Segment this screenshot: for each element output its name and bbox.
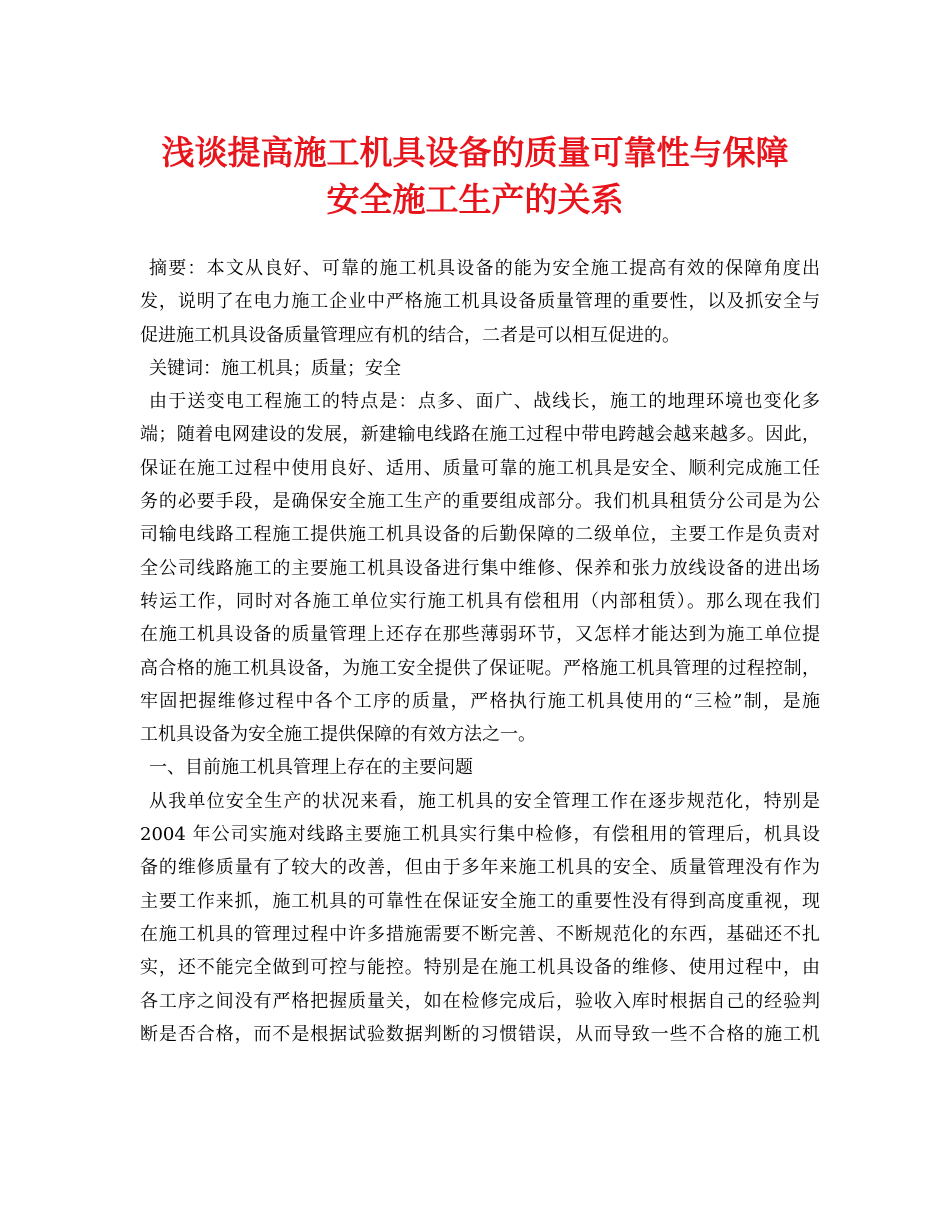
paragraph-line: 各工序之间没有严格把握质量关，如在检修完成后，验收入库时根据自己的经验判 [140,990,820,1012]
paragraph-line: 高合格的施工机具设备，为施工安全提供了保证呢。严格施工机具管理的过程控制， [140,657,820,679]
paragraph-line: 司输电线路工程施工提供施工机具设备的后勤保障的二级单位，主要工作是负责对 [140,524,820,546]
paragraph-line: 2004 年公司实施对线路主要施工机具实行集中检修，有偿租用的管理后，机具设 [140,824,820,846]
keywords-line: 关键词：施工机具；质量；安全 [149,357,401,379]
paragraph-line: 主要工作来抓，施工机具的可靠性在保证安全施工的重要性没有得到高度重视，现 [140,890,820,912]
document-title-line-1: 浅谈提高施工机具设备的质量可靠性与保障 [161,133,789,172]
paragraph-line: 在施工机具设备的质量管理上还存在那些薄弱环节，又怎样才能达到为施工单位提 [140,624,820,646]
paragraph-line: 备的维修质量有了较大的改善，但由于多年来施工机具的安全、质量管理没有作为 [140,857,820,879]
paragraph-line: 从我单位安全生产的状况来看，施工机具的安全管理工作在逐步规范化，特别是 [149,790,820,812]
paragraph-line: 断是否合格，而不是根据试验数据判断的习惯错误，从而导致一些不合格的施工机 [140,1023,820,1045]
paragraph-line: 端；随着电网建设的发展，新建输电线路在施工过程中带电跨越会越来越多。因此， [140,424,820,446]
paragraph-line: 工机具设备为安全施工提供保障的有效方法之一。 [140,724,536,746]
paragraph-line: 转运工作，同时对各施工单位实行施工机具有偿租用（内部租赁）。那么现在我们 [140,590,820,612]
abstract-line-2: 发，说明了在电力施工企业中严格施工机具设备质量管理的重要性，以及抓安全与 [140,291,820,313]
abstract-line-1: 摘要：本文从良好、可靠的施工机具设备的能为安全施工提高有效的保障角度出 [149,258,820,279]
abstract-line-3: 促进施工机具设备质量管理应有机的结合，二者是可以相互促进的。 [140,324,680,346]
section-heading: 一、目前施工机具管理上存在的主要问题 [149,757,473,779]
paragraph-line: 牢固把握维修过程中各个工序的质量，严格执行施工机具使用的“三检”制，是施 [140,690,820,712]
paragraph-line: 在施工机具的管理过程中许多措施需要不断完善、不断规范化的东西，基础还不扎 [140,923,820,945]
paragraph-line: 全公司线路施工的主要施工机具设备进行集中维修、保养和张力放线设备的进出场 [140,557,820,579]
paragraph-line: 务的必要手段，是确保安全施工生产的重要组成部分。我们机具租赁分公司是为公 [140,491,820,513]
document-body [140,252,820,1051]
document-title-line-2: 安全施工生产的关系 [326,180,624,219]
paragraph-line: 实，还不能完全做到可控与能控。特别是在施工机具设备的维修、使用过程中，由 [140,957,820,979]
paragraph-line: 保证在施工过程中使用良好、适用、质量可靠的施工机具是安全、顺利完成施工任 [140,457,820,479]
paragraph-line: 由于送变电工程施工的特点是：点多、面广、战线长，施工的地理环境也变化多 [149,391,820,413]
